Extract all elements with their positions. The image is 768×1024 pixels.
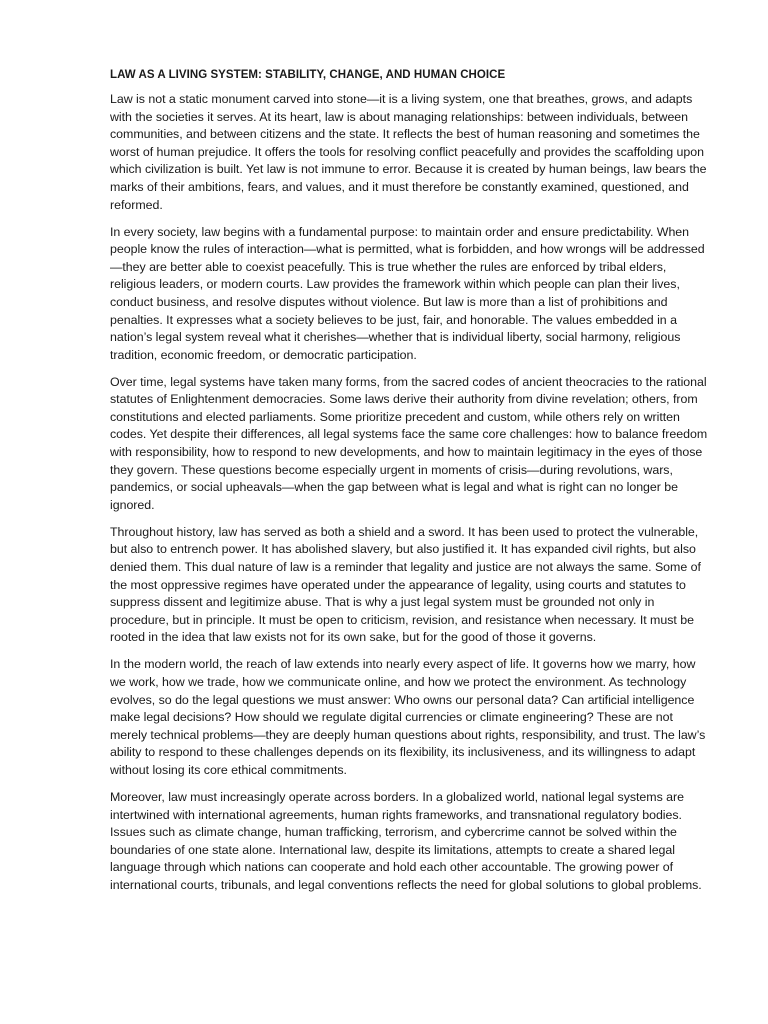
paragraph-3: Over time, legal systems have taken many forms, from the sacred codes of ancient theocracies to the rational statutes of Enlightenment democracies. Some laws derive their authority from divine revelation; others, from constitutions and elected parliaments. Some prioritize precedent and custom, while others rely on written codes. Yet despite their differences, all legal systems face the same core challenges: how to balance freedom with responsibility, how to respond to new developments, and how to maintain legitimacy in the eyes of those they govern. These questions become especially urgent in moments of crisis—during revolutions, wars, pandemics, or social upheavals—when the gap between what is legal and what is right can no longer be ignored. [110, 374, 708, 512]
paragraph-1: Law is not a static monument carved into stone—it is a living system, one that breathes, grows, and adapts with the societies it serves. At its heart, law is about managing relationships: between individuals, between communities, and between citizens and the state. It reflects the best of human reasoning and sometimes the worst of human prejudice. It offers the tools for resolving conflict peacefully and provides the scaffolding upon which civilization is built. Yet law is not immune to error. Because it is created by human beings, law bears the marks of their ambitions, fears, and values, and it must therefore be constantly examined, questioned, and reformed. [110, 92, 707, 212]
document-title: LAW AS A LIVING SYSTEM: STABILITY, CHANGE, AND HUMAN CHOICE [110, 69, 506, 81]
document-page [110, 69, 713, 904]
paragraph-5: In the modern world, the reach of law extends into nearly every aspect of life. It governs how we marry, how we work, how we trade, how we communicate online, and how we protect the environment. As technology evolves, so do the legal questions we must answer: Who owns our personal data? Can artificial intelligence make legal decisions? How should we regulate digital currencies or climate engineering? These are not merely technical problems—they are deeply human questions about rights, responsibility, and trust. The law’s ability to respond to these challenges depends on its flexibility, its inclusiveness, and its willingness to adapt without losing its core ethical commitments. [110, 657, 706, 777]
paragraph-6: Moreover, law must increasingly operate across borders. In a globalized world, national legal systems are intertwined with international agreements, human rights frameworks, and transnational regulatory bodies. Issues such as climate change, human trafficking, terrorism, and cybercrime cannot be solved within the boundaries of one state alone. International law, despite its limitations, attempts to create a shared legal language through which nations can cooperate and hold each other accountable. The growing power of international courts, tribunals, and legal conventions reflects the need for global solutions to global problems. [110, 789, 702, 892]
paragraph-4: Throughout history, law has served as both a shield and a sword. It has been used to protect the vulnerable, but also to entrench power. It has abolished slavery, but also justified it. It has expanded civil rights, but also denied them. This dual nature of law is a reminder that legality and justice are not always the same. Some of the most oppressive regimes have operated under the appearance of legality, using courts and statutes to suppress dissent and legitimize abuse. That is why a just legal system must be grounded not only in procedure, but in principle. It must be open to criticism, revision, and resistance when necessary. It must be rooted in the idea that law exists not for its own sake, but for the good of those it governs. [110, 524, 701, 645]
paragraph-2: In every society, law begins with a fundamental purpose: to maintain order and ensure predictability. When people know the rules of interaction—what is permitted, what is forbidden, and how wrongs will be addressed—they are better able to coexist peacefully. This is true whether the rules are enforced by tribal elders, religious leaders, or modern courts. Law provides the framework within which people can plan their lives, conduct business, and resolve disputes without violence. But law is more than a list of prohibitions and penalties. It expresses what a society believes to be just, fair, and honorable. The values embedded in a nation’s legal system reveal what it cherishes—whether that is individual liberty, social harmony, religious tradition, economic freedom, or democratic participation. [110, 224, 705, 362]
